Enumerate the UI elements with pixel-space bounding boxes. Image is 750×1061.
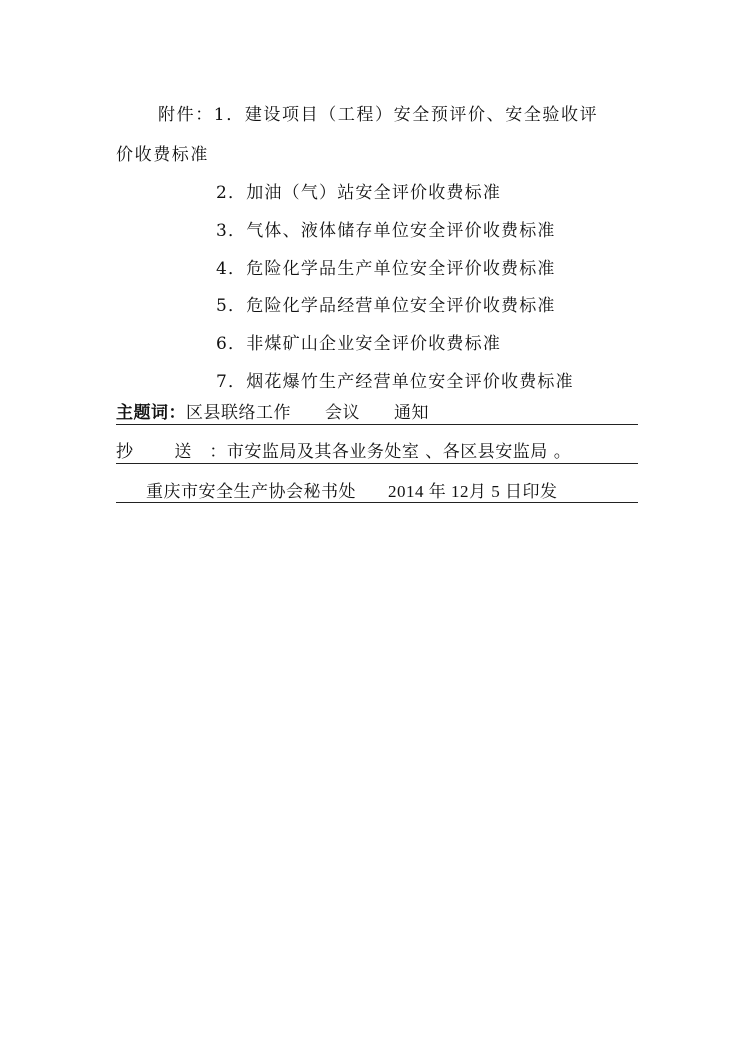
subject-words	[116, 402, 429, 424]
attachment-item-6: 6．非煤矿山企业安全评价收费标准	[216, 334, 502, 354]
cc-recipients: ：市安监局及其各业务处室 、各区县安监局 。	[209, 442, 572, 462]
subject-words-label: 主题词：	[116, 403, 186, 423]
cc-divider	[116, 463, 638, 464]
attachment-item-1-continuation: 价收费标准	[116, 145, 209, 165]
attachment-item-4: 4．危险化学品生产单位安全评价收费标准	[216, 259, 556, 279]
attachment-item-3: 3．气体、液体储存单位安全评价收费标准	[216, 221, 556, 241]
issuance-divider	[116, 502, 638, 503]
attachment-item-1: 附件：1．建设项目（工程）安全预评价、安全验收评	[158, 105, 599, 125]
issuance-line	[146, 481, 558, 503]
attachment-item-2: 2．加油（气）站安全评价收费标准	[216, 183, 502, 203]
issuer: 重庆市安全生产协会秘书处	[146, 482, 356, 502]
cc-label: 抄 送	[116, 442, 210, 462]
attachment-item-5: 5．危险化学品经营单位安全评价收费标准	[216, 296, 556, 316]
subject-divider	[116, 424, 638, 425]
subject-keyword: 通知	[394, 403, 429, 423]
attachment-item-7: 7．烟花爆竹生产经营单位安全评价收费标准	[216, 372, 574, 392]
subject-keyword: 区县联络工作	[186, 403, 291, 423]
cc-line	[116, 441, 571, 463]
issue-date: 2014 年 12月 5 日印发	[388, 482, 558, 501]
subject-keyword: 会议	[325, 403, 360, 423]
